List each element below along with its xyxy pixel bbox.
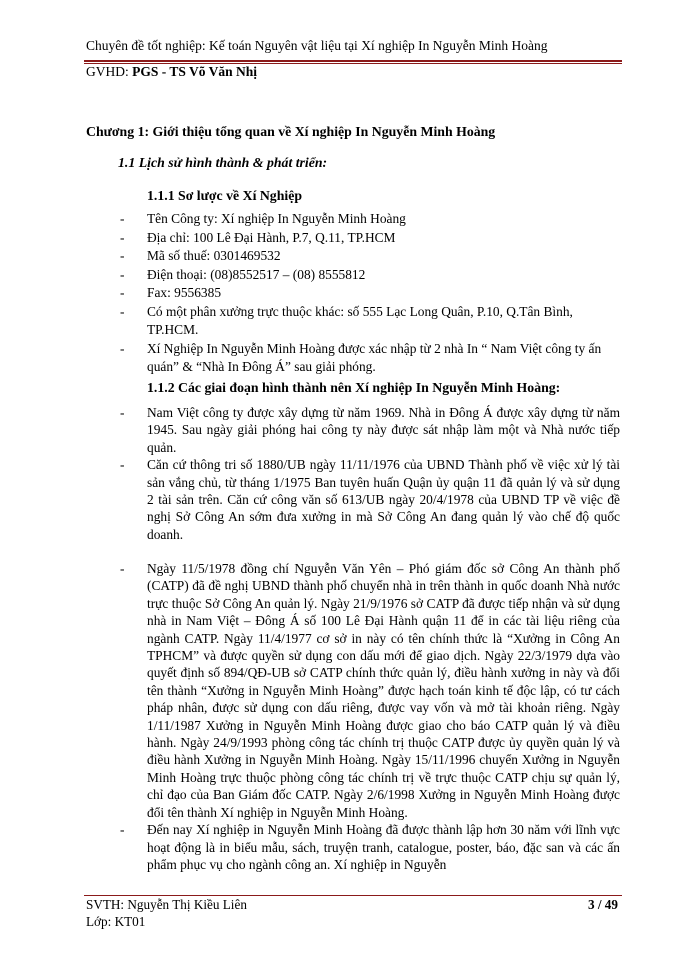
list-item: - Tên Công ty: Xí nghiệp In Nguyễn Minh Hoàng [120,210,620,229]
list-item: - Có một phân xưởng trực thuộc khác: số 555 Lạc Long Quân, P.10, Q.Tân Bình, TP.HCM. [120,303,620,340]
header-divider [84,60,622,62]
list-item: - Fax: 9556385 [120,284,620,303]
list-item: - Xí Nghiệp In Nguyễn Minh Hoàng được xác nhập từ 2 nhà In “ Nam Việt công ty ấn quán” & “Nhà In Đông Á” sau giải phóng. [120,340,620,377]
advisor-label: GVHD: [86,64,129,79]
footer-student: SVTH: Nguyễn Thị Kiều Liên [86,897,247,912]
list-item: - Căn cứ thông tri số 1880/UB ngày 11/11/1976 của UBND Thành phố về việc xử lý tài sản vắng chủ, từ tháng 1/1975 Ban tuyên huấn Quận ủy quận 11 đã quản lý và sử dụng 2 tài sản trên. Căn cứ công văn số 613/UB ngày 20/4/1978 của UBND TP về việc đề nghị Sở Công An sớm đưa xưởng in mà Sở Công An đang quản lý vào chế độ quốc doanh. [120,456,620,543]
list-item: - Ngày 11/5/1978 đồng chí Nguyễn Văn Yên – Phó giám đốc sở Công An thành phố (CATP) đã đề nghị UBND thành phố chuyển nhà in trên thành in quốc doanh Nhà nước trực thuộc Sở Công An quản lý. Ngày 21/9/1976 sở CATP đã được tiếp nhận và sử dụng nhà in Nam Việt – Đông Á số 100 Lê Đại Hành quận 11 để in các tài liệu riêng của ngành CATP. Ngày 11/4/1977 cơ sở in này có tên chính thức là “Xưởng in Công An TPHCM” và được quyền sử dụng con dấu mới để giao dịch. Ngày 22/3/1979 dựa vào quyết định số 894/QĐ-UB sở CATP chính thức quản lý, điều hành xưởng in này và đổi tên thành “Xưởng in Nguyễn Minh Hoàng” được hạch toán kinh tế độc lập, có tư cách pháp nhân, được sử dụng con dấu riêng, được vay vốn và mở tài khoản riêng. Ngày 1/11/1987 Xưởng in Nguyễn Minh Hoàng được giao cho báo CATP quản lý và điều hành. Ngày 24/9/1993 phòng công tác chính trị thuộc CATP được ủy quyền quản lý và điều hành Xưởng in Nguyễn Minh Hoàng. Ngày 15/11/1996 chuyển Xưởng in Nguyễn Minh Hoàng trực thuộc phòng công tác chính trị về trực thuộc CATP chịu sự quản lý, chỉ đạo của Ban Giám đốc CATP. Ngày 2/6/1998 Xưởng in Nguyễn Minh Hoàng được đổi tên thành Xí nghiệp in Nguyễn Minh Hoàng. [120,560,620,821]
header-advisor [86,64,257,80]
footer-divider [84,895,622,896]
history-list-continued [120,560,620,873]
chapter-title: Chương 1: Giới thiệu tổng quan về Xí nghiệp In Nguyễn Minh Hoàng [86,124,496,139]
history-list [120,404,620,543]
section-1-1-2-title: 1.1.2 Các giai đoạn hình thành nên Xí nghiệp In Nguyễn Minh Hoàng: [147,380,561,395]
section-1-1-1-title: 1.1.1 Sơ lược về Xí Nghiệp [147,188,303,203]
advisor-name: PGS - TS Võ Văn Nhị [132,64,258,79]
list-item: - Địa chỉ: 100 Lê Đại Hành, P.7, Q.11, TP.HCM [120,229,620,248]
header-title: Chuyên đề tốt nghiệp: Kế toán Nguyên vật liệu tại Xí nghiệp In Nguyễn Minh Hoàng [86,38,548,53]
list-item: - Điện thoại: (08)8552517 – (08) 8555812 [120,266,620,285]
list-item: - Đến nay Xí nghiệp in Nguyễn Minh Hoàng đã được thành lập hơn 30 năm với lĩnh vực hoạt động là in biểu mẫu, sách, truyện tranh, catalogue, poster, báo, đặc san và các ấn phẩm phục vụ cho ngành công an. Xí nghiệp in Nguyễn [120,821,620,873]
footer-class: Lớp: KT01 [86,914,146,929]
page-number: 3 / 49 [587,897,618,912]
company-info-list [120,210,620,377]
list-item: - Mã số thuế: 0301469532 [120,247,620,266]
section-1-1-title: 1.1 Lịch sử hình thành & phát triển: [118,155,328,170]
list-item: - Nam Việt công ty được xây dựng từ năm 1969. Nhà in Đông Á được xây dựng từ năm 1945. Sau ngày giải phóng hai công ty này được sát nhập làm một và Nhà nước tiếp quản. [120,404,620,456]
